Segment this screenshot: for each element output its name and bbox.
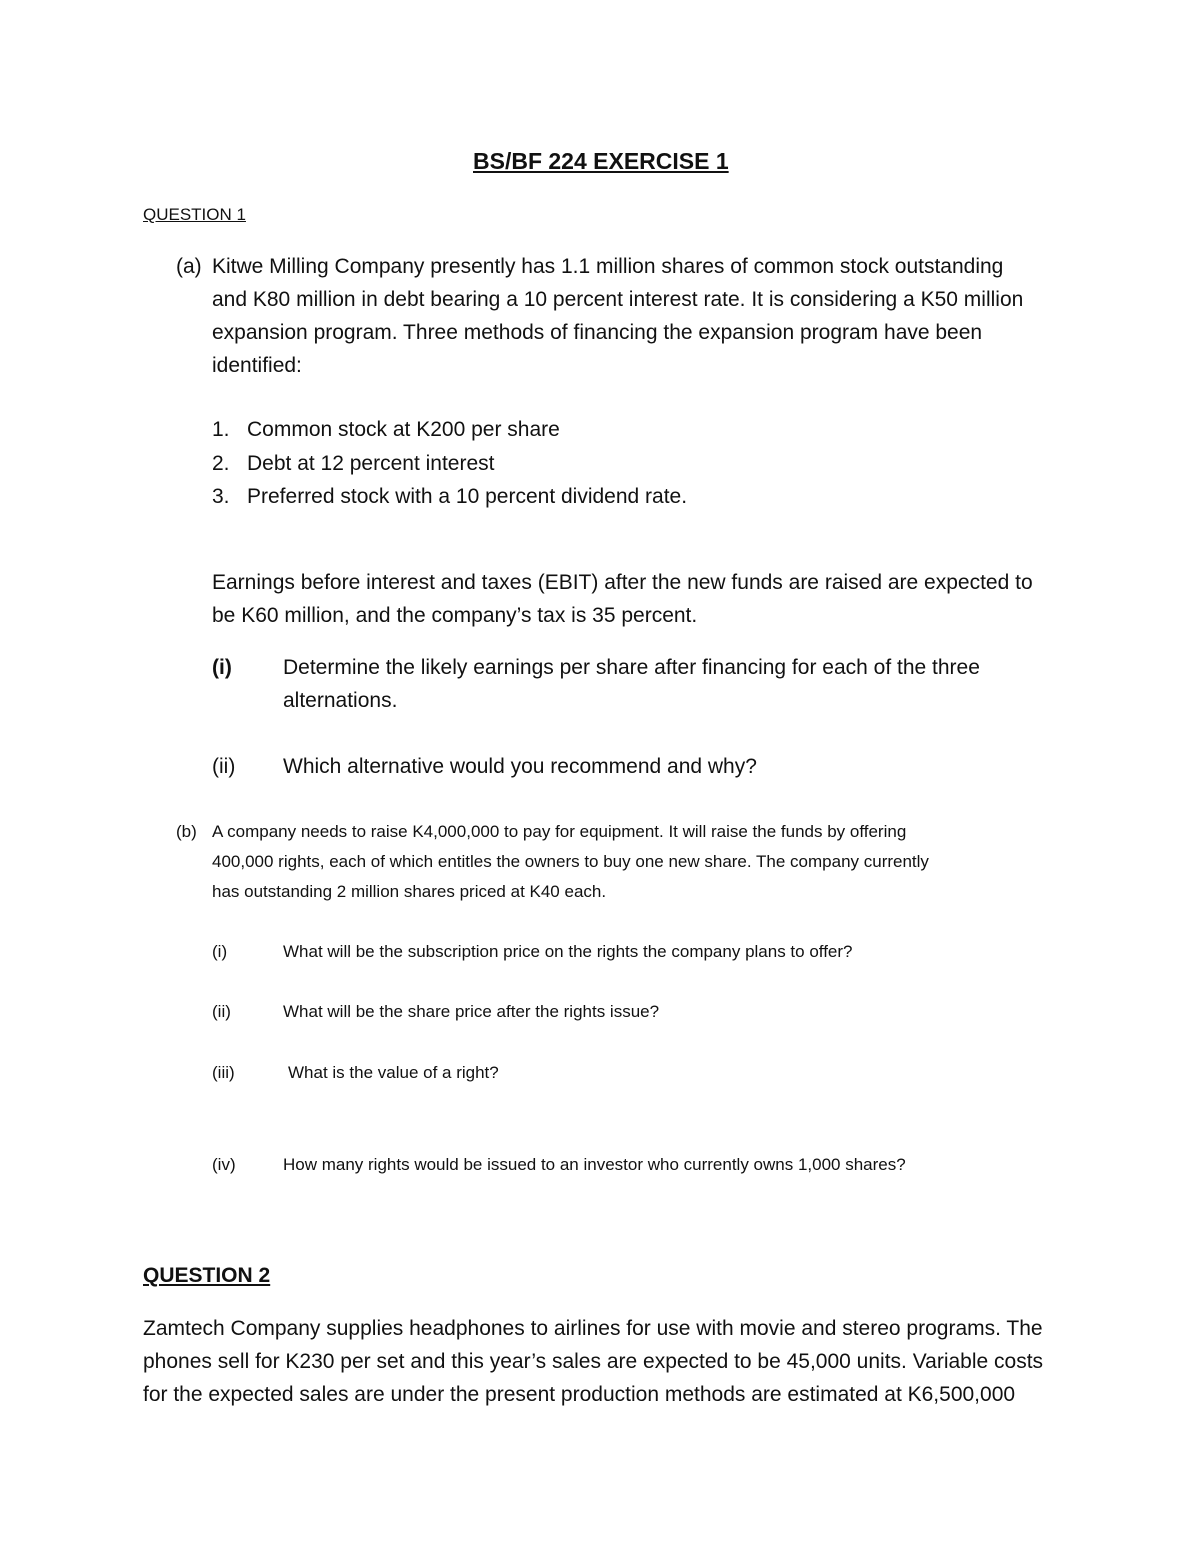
question-1-heading: QUESTION 1	[143, 205, 246, 224]
ebit-line: be K60 million, and the company’s tax is 35 percent.	[212, 604, 698, 627]
sub-question-text: alternations.	[283, 689, 398, 712]
sub-question-text: Determine the likely earnings per share after financing for each of the three	[283, 656, 980, 679]
part-a-line: identified:	[212, 354, 302, 377]
part-a-line: Kitwe Milling Company presently has 1.1 million shares of common stock outstanding	[212, 255, 1004, 278]
part-b-line: A company needs to raise K4,000,000 to pay for equipment. It will raise the funds by offering	[212, 822, 907, 841]
sub-question-number: (i)	[212, 942, 228, 961]
part-a-line: expansion program. Three methods of financing the expansion program have been	[212, 321, 983, 344]
question-2-heading: QUESTION 2	[143, 1264, 271, 1287]
method-text: Preferred stock with a 10 percent dividend rate.	[247, 485, 688, 508]
method-number: 2.	[212, 452, 230, 475]
sub-question-number: (ii)	[212, 755, 236, 778]
sub-question-text: How many rights would be issued to an investor who currently owns 1,000 shares?	[283, 1155, 906, 1174]
ebit-line: Earnings before interest and taxes (EBIT) after the new funds are raised are expected to	[212, 571, 1033, 594]
part-a-label: (a)	[176, 255, 202, 278]
question-2-line: phones sell for K230 per set and this year’s sales are expected to be 45,000 units. Variable costs	[143, 1350, 1044, 1373]
question-2-line: Zamtech Company supplies headphones to airlines for use with movie and stereo programs. The	[143, 1317, 1043, 1340]
sub-question-number: (ii)	[212, 1002, 231, 1021]
sub-question-text: Which alternative would you recommend and why?	[283, 755, 757, 778]
method-text: Debt at 12 percent interest	[247, 452, 495, 475]
method-text: Common stock at K200 per share	[247, 418, 560, 441]
part-b-label: (b)	[176, 822, 197, 841]
sub-question-text: What will be the share price after the rights issue?	[283, 1002, 660, 1021]
part-b-line: has outstanding 2 million shares priced at K40 each.	[212, 882, 607, 901]
question-2-line: for the expected sales are under the present production methods are estimated at K6,500,000	[143, 1383, 1016, 1406]
method-number: 1.	[212, 418, 230, 441]
part-b-line: 400,000 rights, each of which entitles the owners to buy one new share. The company currently	[212, 852, 929, 871]
method-number: 3.	[212, 485, 230, 508]
sub-question-text: What is the value of a right?	[288, 1063, 499, 1082]
sub-question-number: (iii)	[212, 1063, 235, 1082]
document-title: BS/BF 224 EXERCISE 1	[473, 148, 729, 174]
part-a-line: and K80 million in debt bearing a 10 percent interest rate. It is considering a K50 million	[212, 288, 1024, 311]
sub-question-text: What will be the subscription price on the rights the company plans to offer?	[283, 942, 853, 961]
sub-question-number: (iv)	[212, 1155, 236, 1174]
sub-question-number: (i)	[212, 656, 232, 679]
